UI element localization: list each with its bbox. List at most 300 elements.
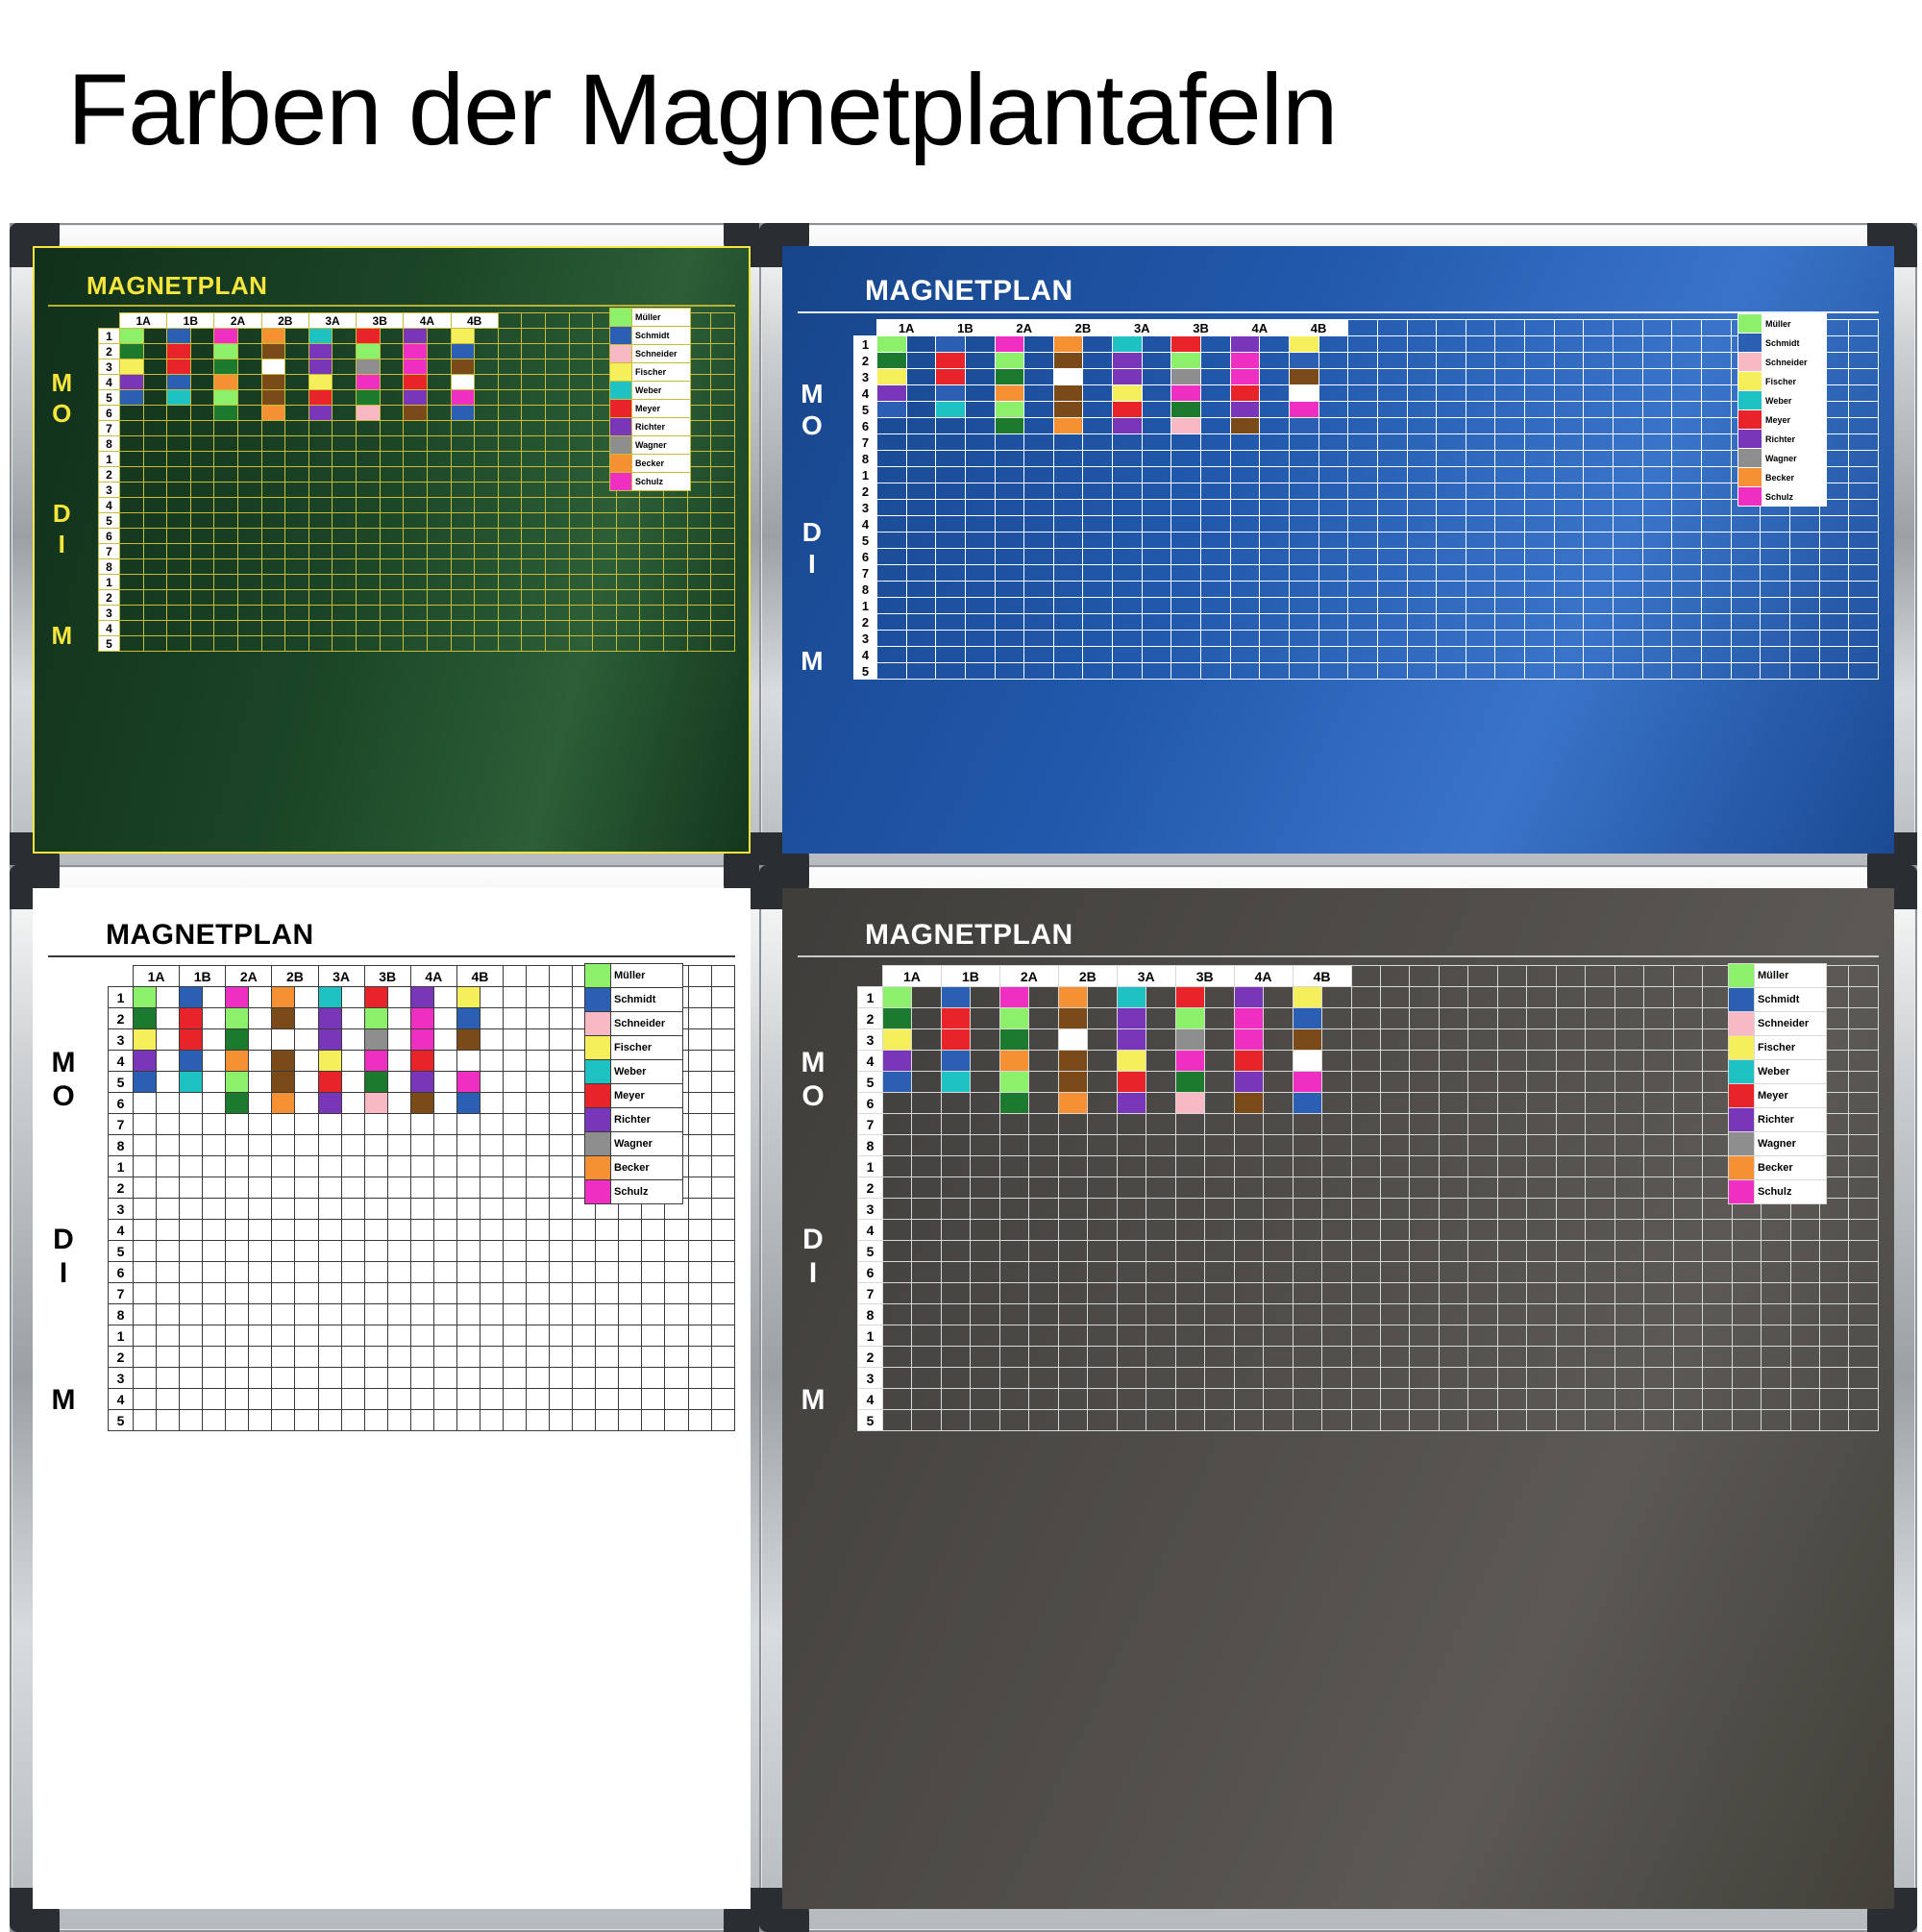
grid-cell[interactable] [272,1008,295,1029]
grid-cell[interactable] [1586,1283,1614,1304]
grid-cell[interactable] [1380,1220,1409,1241]
grid-cell[interactable] [711,575,735,590]
grid-cell[interactable] [214,359,238,375]
grid-cell[interactable] [1849,320,1879,336]
grid-cell[interactable] [1029,1410,1058,1431]
magnet-chip[interactable] [411,1093,433,1113]
grid-cell[interactable] [1437,385,1466,402]
grid-cell[interactable] [1117,1008,1146,1029]
grid-cell[interactable] [1175,1304,1204,1325]
grid-cell[interactable] [971,1304,999,1325]
grid-cell[interactable] [180,1051,203,1072]
grid-cell[interactable] [1205,1220,1234,1241]
grid-cell[interactable] [912,1389,941,1410]
grid-cell[interactable] [1175,1114,1204,1135]
grid-cell[interactable] [498,575,522,590]
grid-cell[interactable] [545,544,569,559]
grid-cell[interactable] [1407,631,1437,647]
grid-cell[interactable] [333,375,357,390]
grid-cell[interactable] [1351,1051,1380,1072]
grid-cell[interactable] [261,406,285,421]
grid-cell[interactable] [965,418,995,434]
grid-cell[interactable] [1849,1093,1879,1114]
grid-cell[interactable] [190,329,214,344]
grid-cell[interactable] [1146,1304,1175,1325]
grid-cell[interactable] [120,498,144,513]
grid-cell[interactable] [357,436,381,452]
grid-cell[interactable] [1703,1389,1732,1410]
grid-cell[interactable] [1554,500,1584,516]
magnet-chip[interactable] [262,406,285,420]
magnet-chip[interactable] [319,1093,341,1113]
grid-cell[interactable] [1146,1051,1175,1072]
grid-cell[interactable] [238,513,262,529]
grid-cell[interactable] [941,1177,970,1199]
grid-cell[interactable] [550,1325,573,1347]
grid-cell[interactable] [1584,582,1614,598]
grid-cell[interactable] [433,1283,456,1304]
grid-cell[interactable] [1113,631,1143,647]
grid-cell[interactable] [711,436,735,452]
grid-cell[interactable] [157,1051,180,1072]
grid-cell[interactable] [1322,1368,1351,1389]
table-row[interactable] [858,1008,1879,1029]
grid-cell[interactable] [1058,1410,1087,1431]
grid-cell[interactable] [1642,369,1672,385]
grid-cell[interactable] [1380,1304,1409,1325]
grid-cell[interactable] [1117,1262,1146,1283]
grid-cell[interactable] [1322,987,1351,1008]
grid-cell[interactable] [433,1389,456,1410]
table-row[interactable] [858,987,1879,1008]
magnet-chip[interactable] [214,390,237,405]
grid-cell[interactable] [498,390,522,406]
grid-cell[interactable] [1260,483,1290,500]
grid-cell[interactable] [451,375,475,390]
grid-cell[interactable] [1820,1368,1849,1389]
magnet-chip[interactable] [452,375,475,389]
table-row[interactable] [854,402,1879,418]
grid-cell[interactable] [1088,1135,1117,1156]
grid-cell[interactable] [664,606,688,621]
grid-cell[interactable] [1380,966,1409,987]
grid-cell[interactable] [318,1135,341,1156]
table-row[interactable] [854,533,1879,549]
grid-cell[interactable] [1586,1241,1614,1262]
grid-cell[interactable] [1024,631,1054,647]
grid-cell[interactable] [1142,402,1171,418]
grid-cell[interactable] [1142,614,1171,631]
magnet-chip[interactable] [1176,1072,1204,1092]
grid-cell[interactable] [308,606,333,621]
grid-cell[interactable] [936,631,966,647]
grid-cell[interactable] [1407,533,1437,549]
grid-cell[interactable] [272,1093,295,1114]
grid-cell[interactable] [433,1410,456,1431]
grid-cell[interactable] [308,406,333,421]
grid-cell[interactable] [1201,533,1231,549]
grid-cell[interactable] [475,513,499,529]
grid-cell[interactable] [1348,418,1378,434]
grid-cell[interactable] [1731,533,1761,549]
grid-cell[interactable] [261,467,285,483]
grid-cell[interactable] [1614,1220,1643,1241]
grid-cell[interactable] [1554,434,1584,451]
magnet-chip[interactable] [272,987,294,1007]
grid-cell[interactable] [333,344,357,359]
grid-cell[interactable] [1672,353,1702,369]
grid-cell[interactable] [1586,1347,1614,1368]
grid-cell[interactable] [433,1029,456,1051]
grid-cell[interactable] [261,636,285,652]
grid-cell[interactable] [522,513,546,529]
grid-cell[interactable] [664,559,688,575]
grid-cell[interactable] [427,575,451,590]
grid-cell[interactable] [941,1262,970,1283]
plan-grid[interactable] [857,965,1879,1431]
grid-cell[interactable] [456,1283,480,1304]
grid-cell[interactable] [285,329,309,344]
grid-cell[interactable] [1761,614,1790,631]
grid-cell[interactable] [550,1304,573,1325]
magnet-chip[interactable] [1231,385,1260,401]
grid-cell[interactable] [1614,1389,1643,1410]
grid-cell[interactable] [333,529,357,544]
grid-cell[interactable] [1497,1135,1526,1156]
grid-cell[interactable] [190,606,214,621]
grid-cell[interactable] [1527,1220,1556,1241]
grid-cell[interactable] [1554,533,1584,549]
grid-cell[interactable] [619,1220,642,1241]
grid-cell[interactable] [1260,353,1290,369]
grid-cell[interactable] [1024,582,1054,598]
grid-cell[interactable] [1466,434,1495,451]
grid-cell[interactable] [226,1262,249,1283]
magnet-chip[interactable] [1118,1051,1146,1071]
grid-cell[interactable] [451,452,475,467]
grid-cell[interactable] [1175,1029,1204,1051]
grid-cell[interactable] [387,1135,410,1156]
grid-cell[interactable] [1088,1029,1117,1051]
grid-cell[interactable] [1088,1199,1117,1220]
grid-cell[interactable] [475,636,499,652]
grid-cell[interactable] [1614,1410,1643,1431]
grid-cell[interactable] [619,1283,642,1304]
grid-cell[interactable] [180,1347,203,1368]
grid-cell[interactable] [1703,1262,1732,1283]
grid-cell[interactable] [364,1304,387,1325]
grid-cell[interactable] [1614,631,1643,647]
grid-cell[interactable] [1497,987,1526,1008]
grid-cell[interactable] [1318,663,1348,680]
grid-cell[interactable] [527,1241,550,1262]
magnet-chip[interactable] [1054,336,1083,352]
grid-cell[interactable] [1289,598,1318,614]
grid-cell[interactable] [1029,1135,1058,1156]
grid-cell[interactable] [971,1368,999,1389]
grid-cell[interactable] [1586,966,1614,987]
grid-cell[interactable] [341,1156,364,1177]
grid-cell[interactable] [318,1177,341,1199]
grid-cell[interactable] [1322,1241,1351,1262]
grid-cell[interactable] [687,544,711,559]
grid-cell[interactable] [1377,483,1407,500]
grid-cell[interactable] [456,1029,480,1051]
grid-cell[interactable] [711,1072,734,1093]
grid-cell[interactable] [1322,1389,1351,1410]
magnet-chip[interactable] [226,1051,248,1071]
magnet-chip[interactable] [1113,402,1142,417]
grid-cell[interactable] [143,590,167,606]
magnet-chip[interactable] [942,1008,970,1028]
grid-cell[interactable] [308,467,333,483]
grid-cell[interactable] [1029,1199,1058,1220]
grid-cell[interactable] [1234,1241,1263,1262]
grid-cell[interactable] [261,621,285,636]
grid-cell[interactable] [593,498,617,513]
grid-cell[interactable] [498,544,522,559]
grid-cell[interactable] [1083,483,1113,500]
grid-cell[interactable] [545,344,569,359]
table-row[interactable] [854,336,1879,353]
magnet-chip[interactable] [1054,353,1083,368]
grid-cell[interactable] [1527,1093,1556,1114]
grid-cell[interactable] [1264,1199,1293,1220]
grid-cell[interactable] [480,1156,503,1177]
grid-cell[interactable] [451,498,475,513]
grid-cell[interactable] [1584,647,1614,663]
grid-cell[interactable] [912,1051,941,1072]
grid-cell[interactable] [357,390,381,406]
magnet-chip[interactable] [1000,1093,1028,1113]
grid-cell[interactable] [1171,336,1201,353]
grid-cell[interactable] [308,390,333,406]
grid-cell[interactable] [1584,451,1614,467]
grid-cell[interactable] [1497,1008,1526,1029]
grid-cell[interactable] [527,987,550,1008]
grid-cell[interactable] [1614,647,1643,663]
grid-cell[interactable] [451,590,475,606]
grid-cell[interactable] [1789,549,1819,565]
grid-cell[interactable] [1351,987,1380,1008]
grid-cell[interactable] [569,559,593,575]
grid-cell[interactable] [1761,549,1790,565]
grid-cell[interactable] [364,1347,387,1368]
grid-cell[interactable] [1175,1283,1204,1304]
grid-cell[interactable] [451,344,475,359]
grid-cell[interactable] [1171,614,1201,631]
grid-cell[interactable] [1029,1093,1058,1114]
grid-cell[interactable] [134,1135,157,1156]
grid-cell[interactable] [157,1241,180,1262]
magnet-chip[interactable] [1294,1008,1321,1028]
grid-cell[interactable] [456,1241,480,1262]
magnet-chip[interactable] [1118,1008,1146,1028]
grid-cell[interactable] [143,498,167,513]
grid-cell[interactable] [1614,1029,1643,1051]
grid-cell[interactable] [1495,614,1525,631]
magnet-chip[interactable] [877,385,906,401]
grid-cell[interactable] [1318,533,1348,549]
grid-cell[interactable] [569,544,593,559]
grid-cell[interactable] [295,1262,318,1283]
grid-cell[interactable] [1466,582,1495,598]
grid-cell[interactable] [295,1241,318,1262]
grid-cell[interactable] [1053,500,1083,516]
grid-cell[interactable] [308,436,333,452]
grid-cell[interactable] [593,513,617,529]
magnet-chip[interactable] [1113,336,1142,352]
grid-cell[interactable] [387,1114,410,1135]
grid-cell[interactable] [545,452,569,467]
grid-cell[interactable] [1790,1347,1819,1368]
magnet-chip[interactable] [1231,402,1260,417]
grid-cell[interactable] [504,1177,527,1199]
grid-cell[interactable] [687,575,711,590]
grid-cell[interactable] [1466,565,1495,582]
grid-cell[interactable] [965,500,995,516]
grid-cell[interactable] [1260,369,1290,385]
grid-cell[interactable] [1351,1114,1380,1135]
grid-cell[interactable] [941,987,970,1008]
grid-cell[interactable] [1732,1241,1761,1262]
grid-cell[interactable] [341,1389,364,1410]
magnet-chip[interactable] [1176,1029,1204,1050]
grid-cell[interactable] [999,1093,1028,1114]
grid-cell[interactable] [711,1262,734,1283]
grid-cell[interactable] [1142,582,1171,598]
grid-cell[interactable] [1497,1283,1526,1304]
grid-cell[interactable] [1525,467,1555,483]
grid-cell[interactable] [285,406,309,421]
grid-cell[interactable] [664,498,688,513]
grid-cell[interactable] [1142,549,1171,565]
grid-cell[interactable] [1614,516,1643,533]
grid-cell[interactable] [318,1029,341,1051]
grid-cell[interactable] [1171,500,1201,516]
grid-cell[interactable] [364,987,387,1008]
grid-cell[interactable] [203,1156,226,1177]
grid-cell[interactable] [1495,647,1525,663]
grid-cell[interactable] [480,1135,503,1156]
magnet-chip[interactable] [404,375,427,389]
grid-cell[interactable] [642,1325,665,1347]
grid-cell[interactable] [1201,549,1231,565]
grid-cell[interactable] [1024,336,1054,353]
grid-cell[interactable] [1644,1051,1673,1072]
grid-cell[interactable] [1673,1199,1702,1220]
grid-cell[interactable] [226,1135,249,1156]
grid-cell[interactable] [1322,1262,1351,1283]
grid-cell[interactable] [995,549,1024,565]
grid-cell[interactable] [522,483,546,498]
grid-cell[interactable] [433,1114,456,1135]
grid-cell[interactable] [527,1072,550,1093]
grid-cell[interactable] [134,1262,157,1283]
grid-cell[interactable] [664,529,688,544]
grid-cell[interactable] [1088,1156,1117,1177]
grid-cell[interactable] [318,1283,341,1304]
grid-cell[interactable] [1260,467,1290,483]
grid-cell[interactable] [1849,1347,1879,1368]
grid-cell[interactable] [214,467,238,483]
grid-cell[interactable] [1761,647,1790,663]
grid-cell[interactable] [1761,598,1790,614]
grid-cell[interactable] [596,1262,619,1283]
grid-cell[interactable] [380,344,404,359]
grid-cell[interactable] [1554,565,1584,582]
grid-cell[interactable] [1407,418,1437,434]
grid-cell[interactable] [550,1135,573,1156]
grid-cell[interactable] [498,375,522,390]
grid-cell[interactable] [1201,582,1231,598]
grid-cell[interactable] [1789,516,1819,533]
grid-cell[interactable] [1761,582,1790,598]
grid-cell[interactable] [1701,663,1731,680]
table-row[interactable] [854,500,1879,516]
grid-cell[interactable] [573,1347,596,1368]
grid-cell[interactable] [1234,1283,1263,1304]
grid-cell[interactable] [1230,369,1260,385]
grid-cell[interactable] [1201,483,1231,500]
grid-cell[interactable] [1230,500,1260,516]
magnet-chip[interactable] [1290,353,1318,368]
grid-cell[interactable] [1289,631,1318,647]
grid-cell[interactable] [1614,418,1643,434]
grid-cell[interactable] [427,452,451,467]
grid-cell[interactable] [404,529,428,544]
grid-cell[interactable] [1407,353,1437,369]
grid-cell[interactable] [877,516,907,533]
grid-cell[interactable] [341,1368,364,1389]
grid-cell[interactable] [1201,598,1231,614]
grid-cell[interactable] [1113,663,1143,680]
grid-cell[interactable] [1644,1199,1673,1220]
grid-cell[interactable] [1171,385,1201,402]
grid-cell[interactable] [1466,320,1495,336]
grid-cell[interactable] [1439,1410,1467,1431]
grid-cell[interactable] [1234,987,1263,1008]
grid-cell[interactable] [1644,1368,1673,1389]
grid-cell[interactable] [1053,434,1083,451]
grid-cell[interactable] [475,375,499,390]
grid-cell[interactable] [569,329,593,344]
grid-cell[interactable] [1849,533,1879,549]
grid-cell[interactable] [475,452,499,467]
grid-cell[interactable] [883,1304,912,1325]
table-row[interactable] [109,1262,735,1283]
magnet-chip[interactable] [1059,1029,1087,1050]
table-row[interactable] [854,647,1879,663]
grid-cell[interactable] [965,353,995,369]
grid-cell[interactable] [906,467,936,483]
grid-cell[interactable] [545,606,569,621]
grid-cell[interactable] [1701,369,1731,385]
grid-cell[interactable] [433,1325,456,1347]
grid-cell[interactable] [522,636,546,652]
grid-cell[interactable] [341,1241,364,1262]
grid-cell[interactable] [285,452,309,467]
grid-cell[interactable] [688,1283,711,1304]
grid-cell[interactable] [1673,1051,1702,1072]
grid-cell[interactable] [143,375,167,390]
grid-cell[interactable] [527,1220,550,1241]
grid-cell[interactable] [272,1241,295,1262]
grid-cell[interactable] [1146,1368,1175,1389]
grid-cell[interactable] [1614,1051,1643,1072]
grid-cell[interactable] [1820,1347,1849,1368]
grid-cell[interactable] [1029,1347,1058,1368]
